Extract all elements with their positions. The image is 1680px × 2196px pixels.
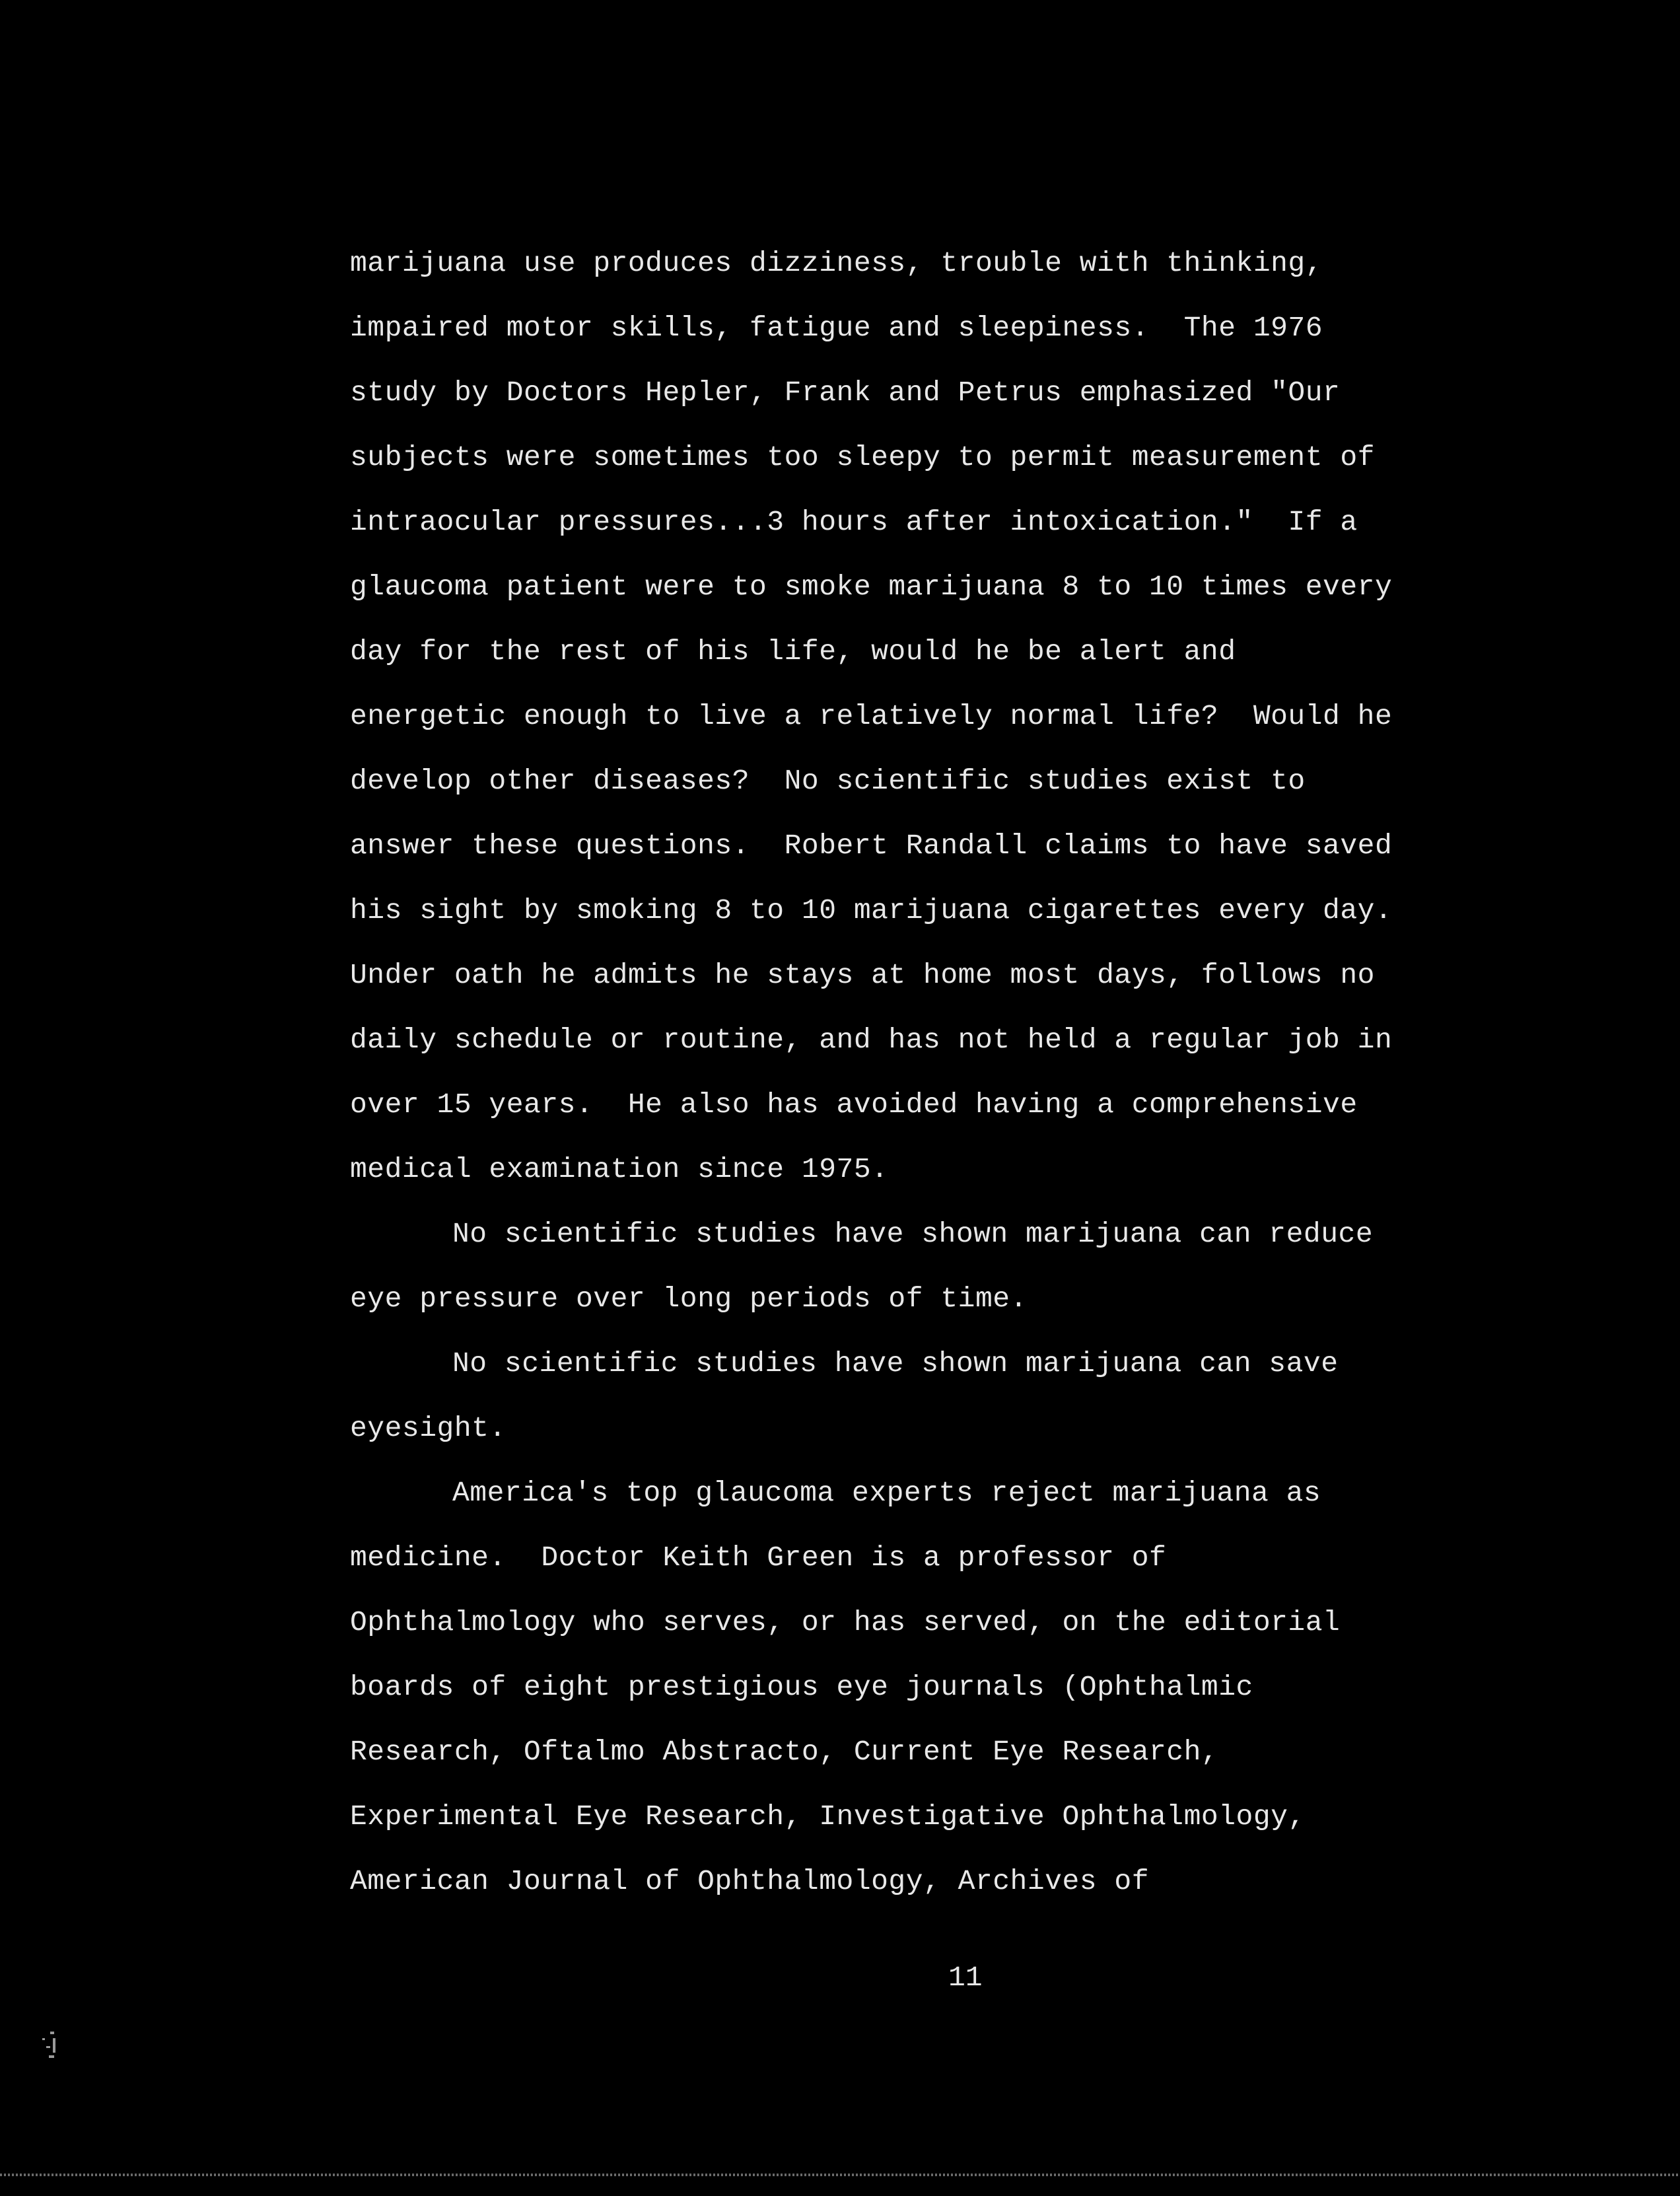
text-line: energetic enough to live a relatively normal life? Would he bbox=[350, 700, 1393, 732]
text-line: daily schedule or routine, and has not held a regular job in bbox=[350, 1024, 1393, 1056]
text-line: marijuana use produces dizziness, trouble with thinking, bbox=[350, 247, 1323, 279]
text-line: subjects were sometimes too sleepy to permit measurement of bbox=[350, 441, 1375, 474]
text-line: eyesight. bbox=[350, 1412, 507, 1444]
text-line: impaired motor skills, fatigue and sleepiness. The 1976 bbox=[350, 312, 1323, 344]
text-line: intraocular pressures...3 hours after intoxication." If a bbox=[350, 506, 1358, 538]
text-line: medicine. Doctor Keith Green is a professor of bbox=[350, 1541, 1167, 1574]
text-line: America's top glaucoma experts reject marijuana as bbox=[452, 1477, 1321, 1509]
text-line: Research, Oftalmo Abstracto, Current Eye Research, bbox=[350, 1736, 1219, 1768]
text-line: his sight by smoking 8 to 10 marijuana cigarettes every day. bbox=[350, 894, 1393, 927]
body-text bbox=[350, 231, 1592, 1914]
text-line: study by Doctors Hepler, Frank and Petrus emphasized "Our bbox=[350, 376, 1341, 409]
text-line: No scientific studies have shown marijuana can save bbox=[452, 1347, 1339, 1380]
text-line: Ophthalmology who serves, or has served, on the editorial bbox=[350, 1606, 1341, 1639]
text-line: glaucoma patient were to smoke marijuana 8 to 10 times every bbox=[350, 571, 1393, 603]
text-line: Experimental Eye Research, Investigative Ophthalmology, bbox=[350, 1800, 1306, 1833]
text-line: answer these questions. Robert Randall claims to have saved bbox=[350, 830, 1393, 862]
page-number: 11 bbox=[948, 1962, 983, 1994]
text-line: No scientific studies have shown marijuana can reduce bbox=[452, 1218, 1374, 1250]
text-line: over 15 years. He also has avoided having a comprehensive bbox=[350, 1088, 1358, 1121]
text-line: Under oath he admits he stays at home most days, follows no bbox=[350, 959, 1375, 991]
scan-edge-line bbox=[0, 2174, 1680, 2176]
scan-artifact-mark bbox=[38, 2029, 65, 2063]
text-line: boards of eight prestigious eye journals (Ophthalmic bbox=[350, 1671, 1253, 1703]
text-line: medical examination since 1975. bbox=[350, 1153, 889, 1186]
text-line: American Journal of Ophthalmology, Archives of bbox=[350, 1865, 1149, 1897]
text-line: develop other diseases? No scientific studies exist to bbox=[350, 765, 1306, 797]
text-line: day for the rest of his life, would he be alert and bbox=[350, 635, 1236, 668]
text-line: eye pressure over long periods of time. bbox=[350, 1283, 1028, 1315]
